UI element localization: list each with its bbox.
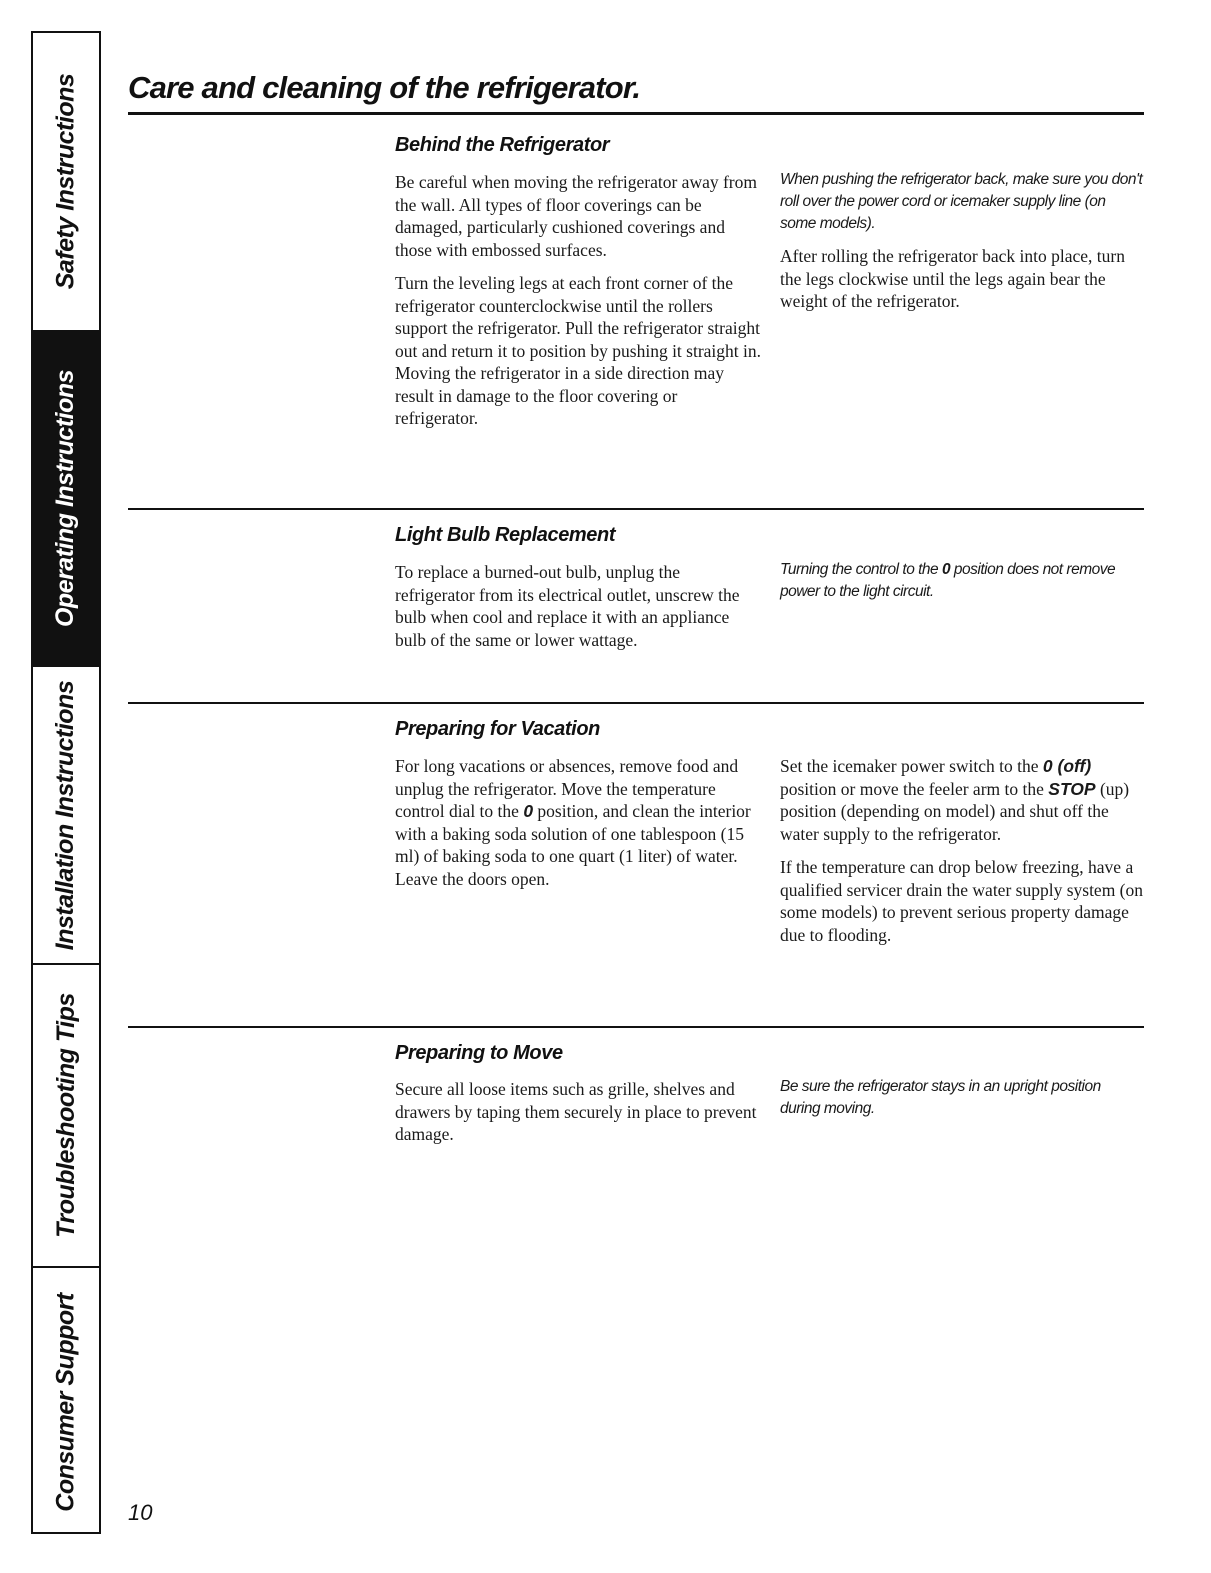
section-heading-moving: Preparing to Move [395, 1042, 563, 1064]
section-divider [128, 702, 1144, 704]
paragraph: Set the icemaker power switch to the 0 (off) position or move the feeler arm to the STOP (up) position (depending on model) and shut off the water supply to the refrigerator. [780, 756, 1130, 844]
tab-troubleshooting-tips[interactable] [33, 965, 99, 1268]
paragraph: For long vacations or absences, remove food and unplug the refrigerator. Move the temperature control dial to the 0 position, and clean the interior with a baking soda solution of one tablespoon (15 ml) of baking soda to one quart (1 liter) of water. Leave the doors open. [395, 756, 751, 889]
behind-refrigerator-side [780, 169, 1144, 324]
moving-side [780, 1076, 1144, 1130]
note: Turning the control to the 0 position does not remove power to the light circuit. [780, 561, 1116, 600]
vacation-body [395, 755, 763, 901]
paragraph: Secure all loose items such as grille, shelves and drawers by taping them securely in place to prevent damage. [395, 1079, 757, 1144]
paragraph: Turn the leveling legs at each front corner of the refrigerator counterclockwise until the rollers support the refrigerator. Pull the refrigerator straight out and return it to position by pushing it straight in. Moving the refrigerator in a side direction may result in damage to the floor covering or refrigerator. [395, 273, 762, 428]
paragraph: Be careful when moving the refrigerator away from the wall. All types of floor coverings can be damaged, particularly cushioned coverings and those with embossed surfaces. [395, 172, 757, 260]
tab-label: Consumer Support [51, 1292, 80, 1512]
tab-label: Safety Instructions [51, 73, 80, 290]
section-tab-bar [31, 31, 101, 1534]
light-bulb-body [395, 561, 763, 662]
note: When pushing the refrigerator back, make sure you don't roll over the power cord or icemaker supply line (on some models). [780, 171, 1143, 232]
tab-label: Installation Instructions [51, 680, 80, 950]
section-heading-light-bulb: Light Bulb Replacement [395, 524, 616, 546]
tab-installation-instructions[interactable] [33, 667, 99, 965]
tab-operating-instructions[interactable] [33, 332, 99, 667]
section-divider [128, 508, 1144, 510]
light-bulb-side [780, 559, 1144, 613]
paragraph: After rolling the refrigerator back into place, turn the legs clockwise until the legs again bear the weight of the refrigerator. [780, 246, 1125, 311]
section-heading-vacation: Preparing for Vacation [395, 718, 600, 740]
tab-consumer-support[interactable] [33, 1268, 99, 1536]
tab-safety-instructions[interactable] [33, 33, 99, 332]
tab-label: Operating Instructions [51, 369, 80, 628]
section-divider [128, 1026, 1144, 1028]
vacation-side [780, 755, 1144, 957]
moving-body [395, 1078, 763, 1157]
paragraph: To replace a burned-out bulb, unplug the refrigerator from its electrical outlet, unscrew the bulb when cool and replace it with an appliance bulb of the same or lower wattage. [395, 562, 740, 650]
page-number: 10 [128, 1500, 153, 1525]
tab-label: Troubleshooting Tips [51, 993, 80, 1238]
title-divider [128, 112, 1144, 115]
paragraph: If the temperature can drop below freezing, have a qualified servicer drain the water supply system (on some models) to prevent serious property damage due to flooding. [780, 857, 1144, 945]
behind-refrigerator-body [395, 171, 763, 441]
section-heading-behind-refrigerator: Behind the Refrigerator [395, 134, 610, 156]
page-title: Care and cleaning of the refrigerator. [128, 70, 641, 105]
note: Be sure the refrigerator stays in an upright position during moving. [780, 1078, 1101, 1117]
